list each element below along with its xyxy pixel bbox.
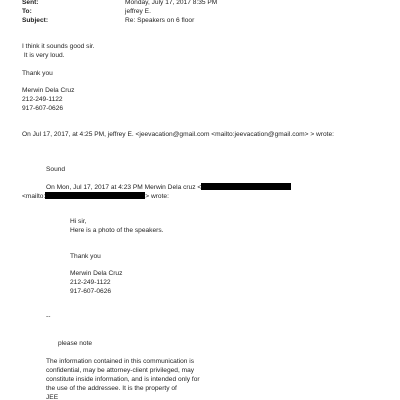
- reply-line-2: It is very loud.: [22, 52, 65, 59]
- disclaimer-line-3: constitute inside information, and is intended only for: [46, 376, 200, 383]
- quote-body-photo: Here is a photo of the speakers.: [70, 227, 164, 234]
- quote-signature-name: Merwin Dela Cruz: [70, 270, 123, 277]
- reply-signature-name: Merwin Dela Cruz: [22, 87, 75, 94]
- to-value: jeffrey E.: [125, 8, 151, 15]
- quote-body-sound: Sound: [46, 166, 66, 173]
- disclaimer-line-2: confidential, may be attorney-client privileged, may: [46, 367, 195, 374]
- reply-signature-phone-2: 917-607-0626: [22, 105, 64, 112]
- reply-line-1: I think it sounds good sir.: [22, 43, 95, 50]
- sent-value: Monday, July 17, 2017 8:35 PM: [125, 0, 218, 6]
- reply-thanks: Thank you: [22, 70, 53, 77]
- disclaimer-line-1: The information contained in this communication is: [46, 358, 195, 365]
- quote-attribution: On Jul 17, 2017, at 4:25 PM, jeffrey E. <jeevacation@gmail.com <mailto:jeevacation@gmail.com> > wrote:: [22, 131, 334, 138]
- to-label: To:: [22, 8, 32, 15]
- subject-label: Subject:: [22, 17, 49, 24]
- quote-greeting: Hi sir,: [70, 218, 87, 225]
- please-note: please note: [58, 340, 93, 347]
- redaction-block: [201, 183, 291, 190]
- reply-signature-phone-1: 212-249-1122: [22, 96, 63, 103]
- redaction-block: [45, 192, 145, 199]
- signature-separator: --: [46, 313, 51, 320]
- mailto-start: <mailto:: [22, 193, 46, 200]
- subject-value: Re: Speakers on 6 floor: [125, 17, 195, 24]
- disclaimer-line-5: JEE: [46, 394, 59, 400]
- quote-signature-phone-1: 212-249-1122: [70, 279, 111, 286]
- mailto-end: > wrote:: [145, 193, 169, 200]
- quote-mailto-line: [22, 192, 169, 201]
- sent-label: Sent:: [22, 0, 39, 6]
- quote-attribution-2: [46, 183, 291, 192]
- disclaimer-line-4: the use of the addressee. It is the property of: [46, 385, 177, 392]
- quote-thanks: Thank you: [70, 253, 101, 260]
- quote-attribution-2-text: On Mon, Jul 17, 2017 at 4:23 PM Merwin Dela cruz <: [46, 184, 202, 191]
- quote-signature-phone-2: 917-607-0626: [70, 288, 112, 295]
